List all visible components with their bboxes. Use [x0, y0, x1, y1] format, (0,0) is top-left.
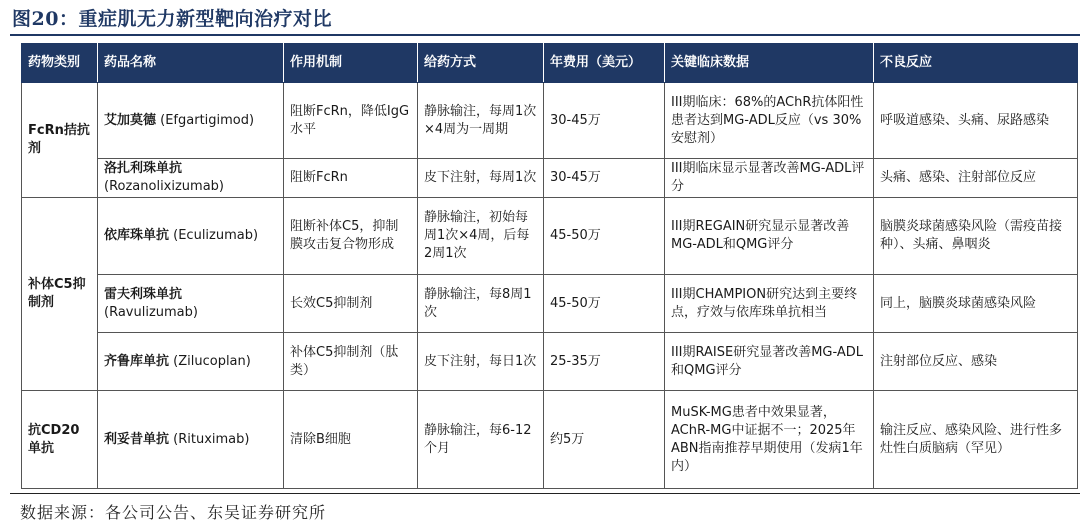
mechanism-cell: 阻断FcRn，降低IgG水平: [284, 83, 418, 159]
drug-name-cell: [98, 333, 284, 391]
administration-cell: 静脉输注，每8周1次: [418, 275, 544, 333]
drug-name-cn: 艾加莫德: [104, 112, 157, 128]
mechanism-cell: 阻断补体C5，抑制膜攻击复合物形成: [284, 198, 418, 275]
cost-cell: 约5万: [544, 391, 665, 489]
category-cell: 补体C5抑制剂: [22, 198, 98, 391]
cost-cell: 45-50万: [544, 198, 665, 275]
administration-cell: 静脉输注，初始每周1次×4周，后每2周1次: [418, 198, 544, 275]
drug-name-en: (Rituximab): [169, 431, 250, 447]
adverse-cell: 输注反应、感染风险、进行性多灶性白质脑病（罕见）: [874, 391, 1078, 489]
footer-divider: [10, 493, 1080, 494]
table-header-row: [22, 44, 1078, 83]
adverse-cell: 头痛、感染、注射部位反应: [874, 159, 1078, 198]
cost-cell: 45-50万: [544, 275, 665, 333]
mechanism-cell: 补体C5抑制剂（肽类）: [284, 333, 418, 391]
drug-name-en: (Eculizumab): [169, 228, 259, 243]
drug-name-cell: [98, 198, 284, 275]
title-divider: [10, 34, 1080, 36]
drug-comparison-table: [21, 43, 1078, 489]
drug-name-cell: [98, 275, 284, 333]
administration-cell: 皮下注射，每日1次: [418, 333, 544, 391]
cost-cell: 30-45万: [544, 159, 665, 198]
adverse-cell: 脑膜炎球菌感染风险（需疫苗接种）、头痛、鼻咽炎: [874, 198, 1078, 275]
drug-name-cn: 依库珠单抗: [104, 228, 170, 243]
table-row: [22, 159, 1078, 198]
adverse-cell: 呼吸道感染、头痛、尿路感染: [874, 83, 1078, 159]
clinical-cell: MuSK-MG患者中效果显著，AChR-MG中证据不一；2025年ABN指南推荐早期使用（发病1年内）: [665, 391, 874, 489]
adverse-cell: 同上，脑膜炎球菌感染风险: [874, 275, 1078, 333]
cost-cell: 30-45万: [544, 83, 665, 159]
drug-name-en: (Zilucoplan): [169, 353, 251, 369]
category-cell: 抗CD20单抗: [22, 391, 98, 489]
header-annual-cost: 年费用（美元）: [544, 44, 665, 83]
administration-cell: 皮下注射，每周1次: [418, 159, 544, 198]
drug-name-en: (Rozanolixizumab): [104, 179, 225, 194]
drug-name-en: (Ravulizumab): [104, 304, 198, 320]
drug-name-en: (Efgartigimod): [156, 112, 255, 128]
drug-name-cn: 利妥昔单抗: [104, 431, 170, 447]
table-row: [22, 198, 1078, 275]
table-row: [22, 83, 1078, 159]
header-mechanism: 作用机制: [284, 44, 418, 83]
clinical-cell: III期REGAIN研究显示显著改善MG-ADL和QMG评分: [665, 198, 874, 275]
drug-name-cell: [98, 391, 284, 489]
administration-cell: 静脉输注，每6-12个月: [418, 391, 544, 489]
clinical-cell: III期临床显示显著改善MG-ADL评分: [665, 159, 874, 198]
drug-name-cn: 洛扎利珠单抗: [104, 161, 183, 176]
source-note: 数据来源：各公司公告、东吴证券研究所: [20, 503, 327, 522]
table-row: [22, 333, 1078, 391]
cost-cell: 25-35万: [544, 333, 665, 391]
header-clinical-data: 关键临床数据: [665, 44, 874, 83]
drug-name-cn: 雷夫利珠单抗: [104, 286, 183, 302]
clinical-cell: III期临床：68%的AChR抗体阳性患者达到MG-ADL反应（vs 30%安慰剂）: [665, 83, 874, 159]
clinical-cell: III期RAISE研究显著改善MG-ADL和QMG评分: [665, 333, 874, 391]
adverse-cell: 注射部位反应、感染: [874, 333, 1078, 391]
mechanism-cell: 清除B细胞: [284, 391, 418, 489]
administration-cell: 静脉输注，每周1次×4周为一周期: [418, 83, 544, 159]
header-category: 药物类别: [22, 44, 98, 83]
clinical-cell: III期CHAMPION研究达到主要终点，疗效与依库珠单抗相当: [665, 275, 874, 333]
figure-title: 图20：重症肌无力新型靶向治疗对比: [12, 8, 332, 30]
header-drug-name: 药品名称: [98, 44, 284, 83]
mechanism-cell: 阻断FcRn: [284, 159, 418, 198]
header-adverse-effects: 不良反应: [874, 44, 1078, 83]
drug-name-cn: 齐鲁库单抗: [104, 353, 170, 369]
header-administration: 给药方式: [418, 44, 544, 83]
drug-name-cell: [98, 159, 284, 198]
table-row: [22, 391, 1078, 489]
drug-name-cell: [98, 83, 284, 159]
category-cell: FcRn拮抗剂: [22, 83, 98, 198]
table-row: [22, 275, 1078, 333]
mechanism-cell: 长效C5抑制剂: [284, 275, 418, 333]
